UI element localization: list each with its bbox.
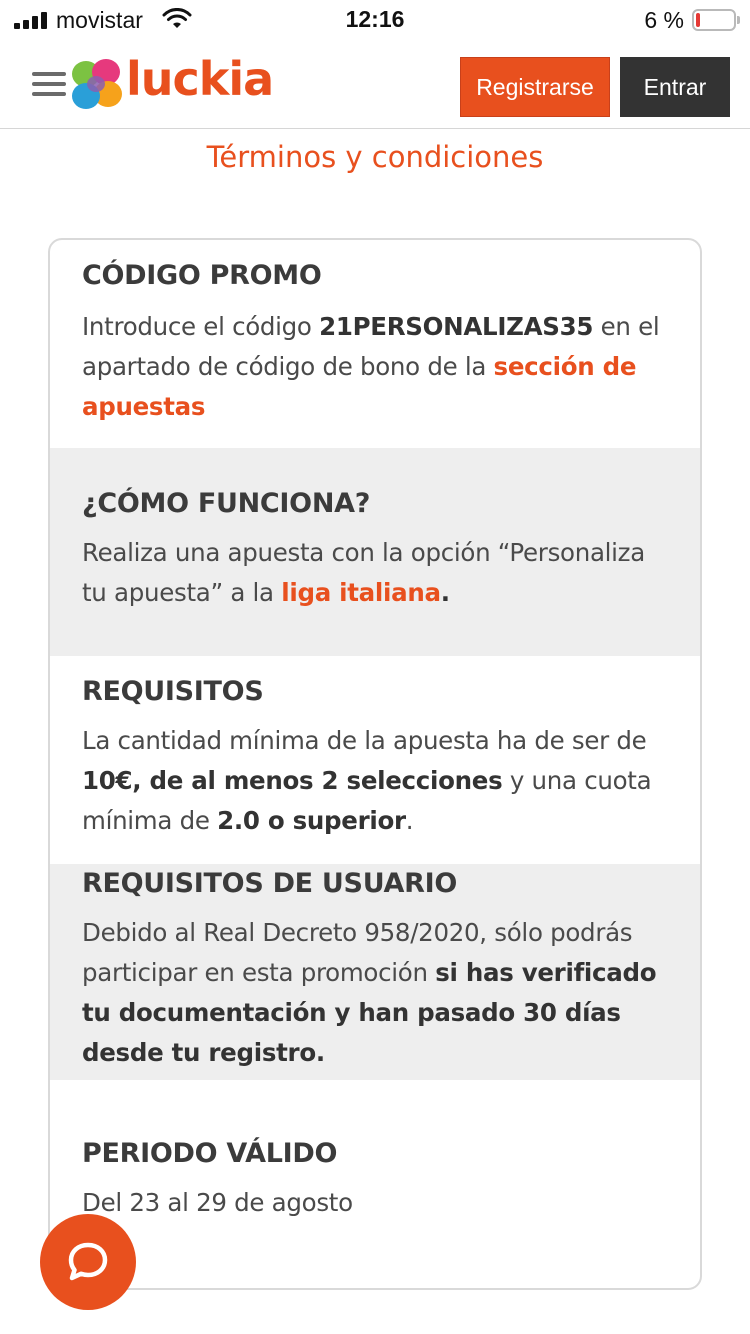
bets-section-link[interactable]: sección de apuestas [82, 352, 637, 421]
promo-code-value: 21PERSONALIZAS35 [319, 312, 594, 341]
section-text [82, 913, 668, 1073]
site-header [0, 42, 750, 129]
bold-fragment: 10€, de al menos 2 selecciones [82, 766, 503, 795]
text-fragment: Introduce el código [82, 312, 320, 341]
section-promo-code [50, 240, 700, 448]
section-how-it-works [50, 448, 700, 656]
section-title: REQUISITOS DE USUARIO [82, 868, 457, 899]
hamburger-icon[interactable] [32, 72, 66, 96]
login-button[interactable]: Entrar [620, 57, 730, 117]
text-fragment: en el apartado de código de bono de la [82, 312, 660, 381]
chat-bubble-icon [65, 1239, 111, 1285]
terms-and-conditions-link[interactable]: Términos y condiciones [206, 140, 544, 174]
status-bar [0, 0, 750, 42]
section-valid-period [50, 1080, 700, 1290]
section-text: Del 23 al 29 de agosto [82, 1188, 353, 1217]
section-title: PERIODO VÁLIDO [82, 1138, 338, 1169]
section-user-requirements [50, 864, 700, 1080]
carrier-name: movistar [56, 7, 143, 33]
logo-text[interactable]: luckia [126, 52, 274, 106]
text-fragment: y una cuota mínima de [82, 766, 652, 835]
section-text [82, 721, 668, 841]
bold-fragment: 2.0 o superior [217, 806, 406, 835]
register-button[interactable]: Registrarse [460, 57, 610, 117]
clover-logo-icon[interactable] [64, 56, 126, 114]
section-title: ¿CÓMO FUNCIONA? [82, 488, 371, 519]
promo-terms-card [48, 238, 702, 1290]
bold-fragment: si has verificado tu documentación y han pasado 30 días desde tu registro. [82, 958, 657, 1067]
clock: 12:16 [345, 6, 405, 32]
battery-icon [692, 9, 736, 31]
section-title: REQUISITOS [82, 676, 264, 707]
text-fragment: . [440, 578, 450, 607]
text-fragment: Debido al Real Decreto 958/2020, sólo podrás participar en esta promoción [82, 918, 633, 987]
section-text [82, 307, 668, 427]
section-text [82, 533, 668, 613]
italian-league-link[interactable]: liga italiana [281, 578, 441, 607]
text-fragment: . [405, 806, 414, 835]
battery-percent: 6 % [644, 7, 684, 33]
text-fragment: La cantidad mínima de la apuesta ha de ser de [82, 726, 647, 755]
text-fragment: Realiza una apuesta con la opción “Personaliza tu apuesta” a la [82, 538, 645, 607]
chat-button[interactable] [40, 1214, 136, 1310]
section-title: CÓDIGO PROMO [82, 260, 322, 291]
section-requirements [50, 656, 700, 864]
